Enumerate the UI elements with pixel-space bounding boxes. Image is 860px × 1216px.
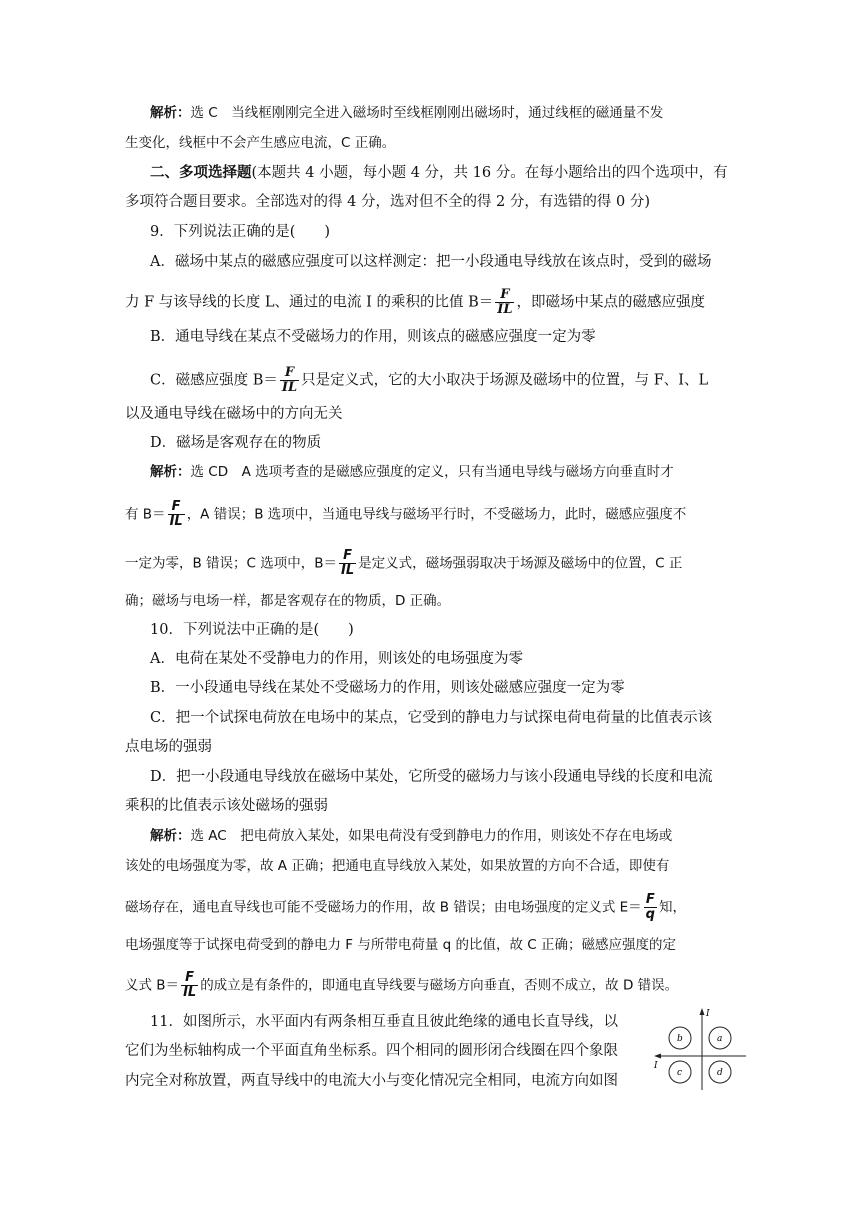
- q9-option-d: D．磁场是客观存在的物质: [150, 435, 322, 451]
- q10-option-d-line-2: 乘积的比值表示该处磁场的强弱: [125, 798, 328, 814]
- q10-solution-line-1: 解析：选 AC 把电荷放入某处，如果电荷没有受到静电力的作用，则该处不存在电场或: [150, 828, 673, 844]
- q10-option-b: B．一小段通电导线在某处不受磁场力的作用，则该处磁感应强度一定为零: [150, 680, 625, 696]
- q9-stem: 9．下列说法正确的是( ): [150, 224, 331, 240]
- fraction-f-over-il: $\frac{F}{IL}$: [169, 499, 183, 529]
- q9-option-c-line-2: 以及通电导线在磁场中的方向无关: [125, 406, 343, 422]
- q9-solution-line-4: 确；磁场与电场一样，都是客观存在的物质，D 正确。: [125, 593, 451, 609]
- loop-label-a: a: [717, 1034, 723, 1044]
- q8-solution-line-2: 生变化，线框中不会产生感应电流，C 正确。: [125, 135, 396, 151]
- q10-option-c-line-1: C．把一个试探电荷放在电场中的某点，它受到的静电力与试探电荷电荷量的比值表示该: [150, 710, 713, 726]
- coordinate-loops-figure: [650, 1004, 750, 1094]
- q10-option-d-line-1: D．把一小段通电导线放在磁场中某处，它所受的磁场力与该小段通电导线的长度和电流: [150, 769, 713, 785]
- q8-solution-line-1: 解析：选 C 当线框刚刚完全进入磁场时至线框刚刚出磁场时，通过线框的磁通量不发: [150, 105, 664, 121]
- arrow-left-icon: [654, 1054, 661, 1059]
- q9-option-a-line-2: 力 F 与该导线的长度 L、通过的电流 I 的乘积的比值 B＝ $\frac{F}{IL}$ ，即磁场中某点的磁感应强度: [125, 287, 705, 317]
- q9-option-a-line-1: A．磁场中某点的磁感应强度可以这样测定：把一小段通电导线放在该点时，受到的磁场: [150, 254, 712, 270]
- q11-stem-line-3: 内完全对称放置，两直导线中的电流大小与变化情况完全相同，电流方向如图: [125, 1073, 618, 1089]
- q10-solution-line-4: 电场强度等于试探电荷受到的静电力 F 与所带电荷量 q 的比值，故 C 正确；磁感应强度的定: [125, 937, 677, 953]
- q10-solution-line-5: 义式 B＝ $\frac{F}{IL}$ 的成立是有条件的，即通电直导线要与磁场方向垂直，否则不成立，故 D 错误。: [125, 970, 679, 1000]
- fraction-f-over-il: $\frac{F}{IL}$: [341, 548, 355, 578]
- q10-option-c-line-2: 点电场的强弱: [125, 739, 212, 755]
- current-label-vertical: I: [706, 1009, 710, 1019]
- loop-label-d: d: [717, 1068, 723, 1078]
- q10-stem: 10．下列说法中正确的是( ): [150, 622, 354, 638]
- fraction-f-over-il: $\frac{F}{IL}$: [183, 970, 197, 1000]
- q9-solution-line-1: 解析：选 CD A 选项考查的是磁感应强度的定义，只有当通电导线与磁场方向垂直时才: [150, 464, 674, 480]
- loop-label-b: b: [677, 1034, 683, 1044]
- q9-solution-line-3: 一定为零，B 错误；C 选项中，B＝ $\frac{F}{IL}$ 是定义式，磁场强弱取决于场源及磁场中的位置，C 正: [125, 548, 683, 578]
- q9-option-c-line-1: C．磁感应强度 B＝ $\frac{F}{IL}$ 只是定义式，它的大小取决于场源及磁场中的位置，与 F、I、L: [150, 365, 709, 395]
- q10-option-a: A．电荷在某处不受静电力的作用，则该处的电场强度为零: [150, 651, 523, 667]
- q11-stem-line-1: 11．如图所示，水平面内有两条相互垂直且彼此绝缘的通电长直导线，以: [150, 1014, 618, 1030]
- solution-label: 解析：: [150, 105, 191, 121]
- q11-stem-line-2: 它们为坐标轴构成一个平面直角坐标系。四个相同的圆形闭合线圈在四个象限: [125, 1043, 618, 1059]
- q9-solution-line-2: 有 B＝ $\frac{F}{IL}$ ，A 错误；B 选项中，当通电导线与磁场平行时，不受磁场力，此时，磁感应强度不: [125, 499, 687, 529]
- current-label-horizontal: I: [654, 1061, 658, 1071]
- loop-label-c: c: [677, 1068, 683, 1078]
- fraction-f-over-il: $\frac{F}{IL}$: [281, 365, 298, 395]
- section-instructions: 多项符合题目要求。全部选对的得 4 分，选对但不全的得 2 分，有选错的得 0 分): [125, 194, 650, 210]
- q10-solution-line-3: 磁场存在，通电直导线也可能不受磁场力的作用，故 B 错误；由电场强度的定义式 E＝ $\frac{F}{q}$ 知，: [125, 892, 686, 922]
- arrow-up-icon: [700, 1008, 705, 1015]
- q9-option-b: B．通电导线在某点不受磁场力的作用，则该点的磁感应强度一定为零: [150, 329, 596, 345]
- q10-solution-line-2: 该处的电场强度为零，故 A 正确；把通电直导线放入某处，如果放置的方向不合适，即使有: [125, 858, 670, 874]
- fraction-f-over-il: $\frac{F}{IL}$: [497, 287, 513, 317]
- fraction-f-over-q: $\frac{F}{q}$: [645, 892, 655, 922]
- section-heading: 二、多项选择题(本题共 4 小题，每小题 4 分，共 16 分。在每小题给出的四个选项中，有: [150, 164, 728, 181]
